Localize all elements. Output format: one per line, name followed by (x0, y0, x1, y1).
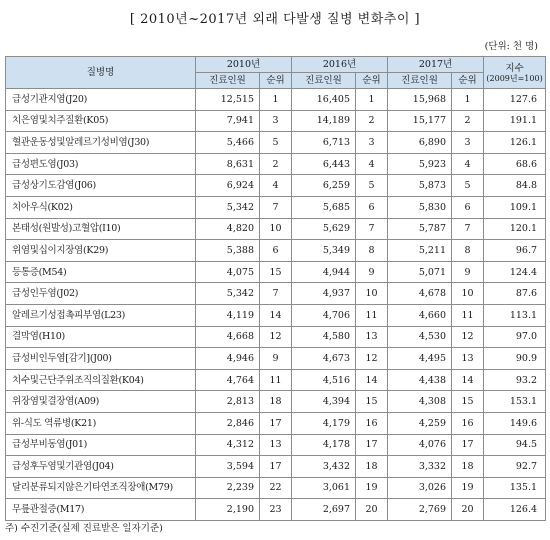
header-2017: 2017년 (388, 57, 484, 73)
patients-2010-cell: 2,190 (196, 499, 260, 521)
patients-2017-cell: 4,438 (388, 369, 452, 391)
rank-2016-cell: 4 (356, 153, 388, 175)
rank-2017-cell: 8 (452, 240, 484, 262)
patients-2017-cell: 5,923 (388, 153, 452, 175)
rank-2010-cell: 9 (260, 348, 292, 370)
rank-2010-cell: 17 (260, 412, 292, 434)
table-row (6, 326, 546, 348)
patients-2016-cell: 3,432 (292, 456, 356, 478)
header-rank-2017: 순위 (452, 73, 484, 89)
patients-2017-cell: 5,211 (388, 240, 452, 262)
index-cell: 97.0 (484, 326, 546, 348)
unit-label: (단위: 천 명) (484, 41, 538, 52)
header-rank-2016: 순위 (356, 73, 388, 89)
index-cell: 87.6 (484, 283, 546, 305)
patients-2010-cell: 4,820 (196, 218, 260, 240)
table-row (6, 89, 546, 111)
patients-2016-cell: 4,394 (292, 391, 356, 413)
patients-2016-cell: 4,706 (292, 304, 356, 326)
patients-2017-cell: 3,026 (388, 477, 452, 499)
rank-2016-cell: 19 (356, 477, 388, 499)
index-cell: 126.4 (484, 499, 546, 521)
rank-2016-cell: 11 (356, 304, 388, 326)
rank-2016-cell: 7 (356, 218, 388, 240)
patients-2017-cell: 4,076 (388, 434, 452, 456)
disease-name-cell: 무릎관절증(M17) (6, 499, 196, 521)
patients-2017-cell: 4,530 (388, 326, 452, 348)
rank-2010-cell: 5 (260, 132, 292, 154)
table-row (6, 434, 546, 456)
disease-name-cell: 치수및근단주위조직의질환(K04) (6, 369, 196, 391)
rank-2016-cell: 17 (356, 434, 388, 456)
table-row (6, 175, 546, 197)
patients-2016-cell: 6,713 (292, 132, 356, 154)
header-patients-2010: 진료인원 (196, 73, 260, 89)
rank-2016-cell: 10 (356, 283, 388, 305)
disease-name-cell: 급성인두염(J02) (6, 283, 196, 305)
rank-2017-cell: 3 (452, 132, 484, 154)
rank-2017-cell: 7 (452, 218, 484, 240)
table-row (6, 153, 546, 175)
patients-2016-cell: 6,259 (292, 175, 356, 197)
index-cell: 127.6 (484, 89, 546, 111)
index-cell: 124.4 (484, 261, 546, 283)
patients-2016-cell: 4,937 (292, 283, 356, 305)
header-patients-2017: 진료인원 (388, 73, 452, 89)
patients-2017-cell: 4,308 (388, 391, 452, 413)
rank-2010-cell: 18 (260, 391, 292, 413)
patients-2010-cell: 5,342 (196, 283, 260, 305)
patients-2016-cell: 4,580 (292, 326, 356, 348)
patients-2010-cell: 4,668 (196, 326, 260, 348)
rank-2017-cell: 10 (452, 283, 484, 305)
rank-2010-cell: 23 (260, 499, 292, 521)
table-row (6, 304, 546, 326)
rank-2010-cell: 2 (260, 153, 292, 175)
header-rank-2010: 순위 (260, 73, 292, 89)
table-row (6, 499, 546, 521)
patients-2017-cell: 4,495 (388, 348, 452, 370)
patients-2010-cell: 5,342 (196, 196, 260, 218)
rank-2016-cell: 14 (356, 369, 388, 391)
header-index-label: 지수 (505, 62, 524, 74)
patients-2017-cell: 6,890 (388, 132, 452, 154)
index-cell: 92.7 (484, 456, 546, 478)
table-row (6, 283, 546, 305)
index-cell: 96.7 (484, 240, 546, 262)
rank-2017-cell: 20 (452, 499, 484, 521)
rank-2017-cell: 16 (452, 412, 484, 434)
rank-2017-cell: 5 (452, 175, 484, 197)
disease-table (5, 56, 546, 521)
table-row (6, 110, 546, 132)
patients-2010-cell: 6,924 (196, 175, 260, 197)
rank-2016-cell: 13 (356, 326, 388, 348)
rank-2010-cell: 10 (260, 218, 292, 240)
rank-2016-cell: 15 (356, 391, 388, 413)
rank-2016-cell: 20 (356, 499, 388, 521)
patients-2017-cell: 3,332 (388, 456, 452, 478)
rank-2017-cell: 14 (452, 369, 484, 391)
rank-2016-cell: 6 (356, 196, 388, 218)
disease-name-cell: 달리분류되지않은기타연조직장애(M79) (6, 477, 196, 499)
patients-2016-cell: 4,944 (292, 261, 356, 283)
table-title: [ 2010년~2017년 외래 다발생 질병 변화추이 ] (129, 12, 421, 27)
table-row (6, 218, 546, 240)
index-cell: 113.1 (484, 304, 546, 326)
patients-2010-cell: 7,941 (196, 110, 260, 132)
rank-2016-cell: 12 (356, 348, 388, 370)
index-cell: 90.9 (484, 348, 546, 370)
rank-2010-cell: 3 (260, 110, 292, 132)
rank-2017-cell: 11 (452, 304, 484, 326)
rank-2010-cell: 6 (260, 240, 292, 262)
patients-2017-cell: 5,830 (388, 196, 452, 218)
rank-2010-cell: 7 (260, 196, 292, 218)
patients-2010-cell: 4,312 (196, 434, 260, 456)
header-2010: 2010년 (196, 57, 292, 73)
rank-2010-cell: 17 (260, 456, 292, 478)
table-row (6, 196, 546, 218)
patients-2017-cell: 4,678 (388, 283, 452, 305)
disease-name-cell: 등통증(M54) (6, 261, 196, 283)
patients-2010-cell: 12,515 (196, 89, 260, 111)
disease-name-cell: 치은염및치주질환(K05) (6, 110, 196, 132)
rank-2010-cell: 4 (260, 175, 292, 197)
rank-2017-cell: 2 (452, 110, 484, 132)
patients-2010-cell: 5,466 (196, 132, 260, 154)
rank-2010-cell: 11 (260, 369, 292, 391)
index-cell: 68.6 (484, 153, 546, 175)
table-row (6, 348, 546, 370)
rank-2017-cell: 13 (452, 348, 484, 370)
table-row (6, 132, 546, 154)
patients-2010-cell: 2,239 (196, 477, 260, 499)
patients-2010-cell: 5,388 (196, 240, 260, 262)
rank-2017-cell: 1 (452, 89, 484, 111)
disease-name-cell: 치아우식(K02) (6, 196, 196, 218)
disease-name-cell: 급성편도염(J03) (6, 153, 196, 175)
rank-2010-cell: 12 (260, 326, 292, 348)
patients-2017-cell: 5,071 (388, 261, 452, 283)
patients-2017-cell: 4,660 (388, 304, 452, 326)
patients-2016-cell: 4,179 (292, 412, 356, 434)
disease-name-cell: 위-식도 역류병(K21) (6, 412, 196, 434)
disease-name-cell: 급성기관지염(J20) (6, 89, 196, 111)
rank-2016-cell: 2 (356, 110, 388, 132)
patients-2010-cell: 4,764 (196, 369, 260, 391)
index-cell: 84.8 (484, 175, 546, 197)
header-index (484, 57, 546, 89)
patients-2017-cell: 5,787 (388, 218, 452, 240)
disease-name-cell: 결막염(H10) (6, 326, 196, 348)
rank-2016-cell: 5 (356, 175, 388, 197)
table-row (6, 369, 546, 391)
rank-2017-cell: 15 (452, 391, 484, 413)
rank-2017-cell: 19 (452, 477, 484, 499)
rank-2016-cell: 1 (356, 89, 388, 111)
header-index-sub: (2009년=100) (486, 73, 543, 83)
patients-2016-cell: 3,061 (292, 477, 356, 499)
rank-2017-cell: 17 (452, 434, 484, 456)
rank-2010-cell: 14 (260, 304, 292, 326)
patients-2016-cell: 4,673 (292, 348, 356, 370)
patients-2017-cell: 4,259 (388, 412, 452, 434)
patients-2010-cell: 2,846 (196, 412, 260, 434)
patients-2016-cell: 14,189 (292, 110, 356, 132)
patients-2016-cell: 16,405 (292, 89, 356, 111)
index-cell: 109.1 (484, 196, 546, 218)
disease-name-cell: 급성후두염및기관염(J04) (6, 456, 196, 478)
index-cell: 149.6 (484, 412, 546, 434)
disease-name-cell: 혈관운동성및알레르기성비염(J30) (6, 132, 196, 154)
patients-2016-cell: 5,685 (292, 196, 356, 218)
patients-2010-cell: 2,813 (196, 391, 260, 413)
table-row (6, 477, 546, 499)
patients-2010-cell: 4,075 (196, 261, 260, 283)
index-cell: 191.1 (484, 110, 546, 132)
table-row (6, 456, 546, 478)
rank-2016-cell: 18 (356, 456, 388, 478)
disease-name-cell: 급성비인두염[감기](J00) (6, 348, 196, 370)
patients-2016-cell: 4,178 (292, 434, 356, 456)
disease-name-cell: 위염및십이지장염(K29) (6, 240, 196, 262)
patients-2016-cell: 2,697 (292, 499, 356, 521)
rank-2017-cell: 6 (452, 196, 484, 218)
rank-2010-cell: 7 (260, 283, 292, 305)
patients-2017-cell: 15,968 (388, 89, 452, 111)
rank-2010-cell: 13 (260, 434, 292, 456)
patients-2010-cell: 8,631 (196, 153, 260, 175)
rank-2010-cell: 1 (260, 89, 292, 111)
patients-2017-cell: 2,769 (388, 499, 452, 521)
rank-2016-cell: 16 (356, 412, 388, 434)
table-row (6, 261, 546, 283)
header-disease: 질병명 (6, 57, 196, 89)
patients-2017-cell: 5,873 (388, 175, 452, 197)
disease-name-cell: 급성상기도감염(J06) (6, 175, 196, 197)
table-row (6, 391, 546, 413)
patients-2016-cell: 6,443 (292, 153, 356, 175)
disease-name-cell: 알레르기성접촉피부염(L23) (6, 304, 196, 326)
index-cell: 94.5 (484, 434, 546, 456)
patients-2016-cell: 4,516 (292, 369, 356, 391)
table-row (6, 412, 546, 434)
patients-2010-cell: 3,594 (196, 456, 260, 478)
rank-2017-cell: 4 (452, 153, 484, 175)
index-cell: 135.1 (484, 477, 546, 499)
rank-2017-cell: 9 (452, 261, 484, 283)
index-cell: 93.2 (484, 369, 546, 391)
rank-2016-cell: 3 (356, 132, 388, 154)
disease-name-cell: 위장염및결장염(A09) (6, 391, 196, 413)
header-2016: 2016년 (292, 57, 388, 73)
index-cell: 126.1 (484, 132, 546, 154)
header-patients-2016: 진료인원 (292, 73, 356, 89)
index-cell: 120.1 (484, 218, 546, 240)
rank-2017-cell: 18 (452, 456, 484, 478)
rank-2016-cell: 8 (356, 240, 388, 262)
rank-2017-cell: 12 (452, 326, 484, 348)
rank-2010-cell: 22 (260, 477, 292, 499)
patients-2016-cell: 5,349 (292, 240, 356, 262)
disease-name-cell: 본태성(원발성)고혈압(I10) (6, 218, 196, 240)
disease-name-cell: 급성부비동염(J01) (6, 434, 196, 456)
rank-2016-cell: 9 (356, 261, 388, 283)
index-cell: 153.1 (484, 391, 546, 413)
rank-2010-cell: 15 (260, 261, 292, 283)
patients-2010-cell: 4,946 (196, 348, 260, 370)
patients-2010-cell: 4,119 (196, 304, 260, 326)
patients-2017-cell: 15,177 (388, 110, 452, 132)
patients-2016-cell: 5,629 (292, 218, 356, 240)
footnote: 주) 수진기준(실제 진료받은 일자기준) (5, 523, 163, 534)
table-row (6, 240, 546, 262)
